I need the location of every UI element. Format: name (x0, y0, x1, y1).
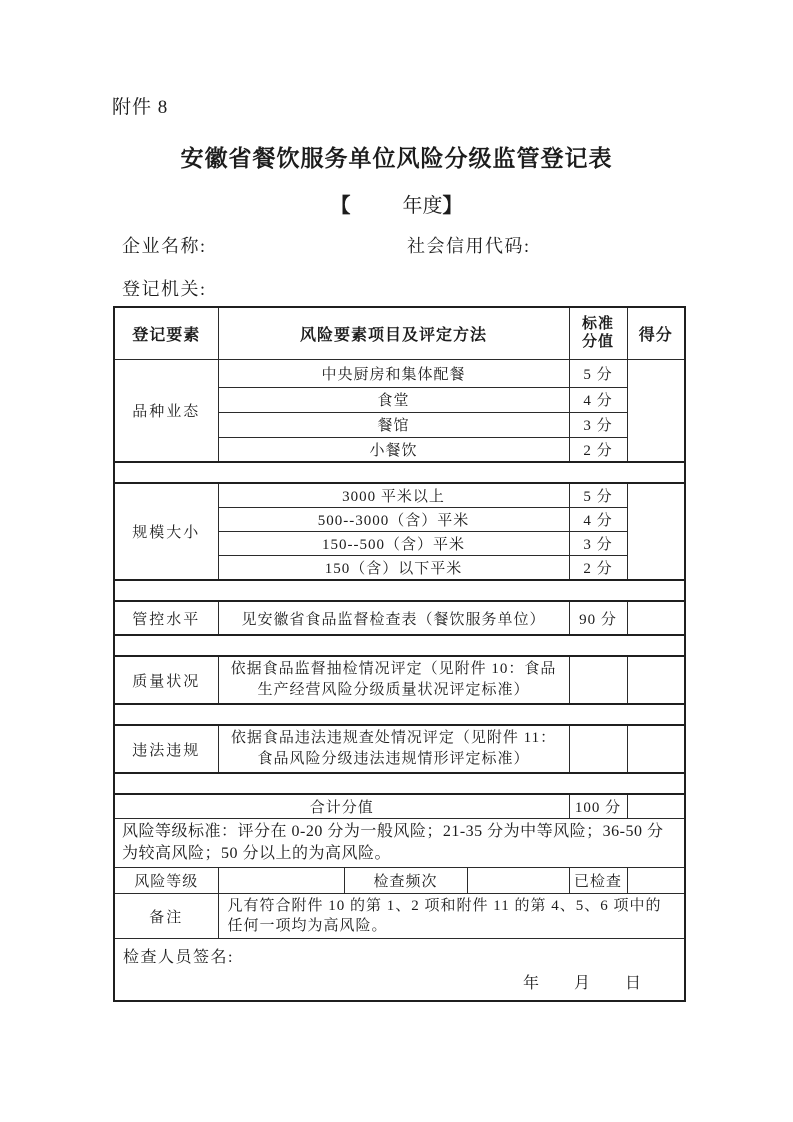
risk-level-value-cell (218, 868, 344, 894)
item-label-cell: 小餐饮 (218, 437, 569, 462)
year-line (0, 189, 793, 218)
item-label-cell: 150（含）以下平米 (218, 556, 569, 581)
item-label-cell: 3000 平米以上 (218, 483, 569, 508)
item-score-cell: 2 分 (569, 556, 627, 581)
item-score-cell: 90 分 (569, 601, 627, 635)
item-score-cell (569, 725, 627, 773)
spacer-cell (114, 580, 685, 601)
item-score-cell: 5 分 (569, 483, 627, 508)
score-column-cell (627, 794, 685, 819)
item-score-cell: 5 分 (569, 359, 627, 387)
header-standard-score (569, 307, 627, 359)
item-label-cell: 150--500（含）平米 (218, 532, 569, 556)
check-frequency-value-cell (467, 868, 569, 894)
risk-level-row (114, 868, 685, 894)
year-bracket-close: 】 (442, 195, 463, 217)
score-column-cell (627, 656, 685, 704)
header-registration-element: 登记要素 (114, 307, 218, 359)
date-line: 年 月 日 (523, 974, 643, 992)
credit-code-label: 社会信用代码: (407, 236, 531, 256)
score-column-cell (627, 725, 685, 773)
table-row (114, 725, 685, 773)
spacer-row (114, 635, 685, 656)
table-row (114, 601, 685, 635)
score-column-cell (627, 359, 685, 462)
total-label-cell: 合计分值 (114, 794, 569, 819)
section-name-cell: 管控水平 (114, 601, 218, 635)
table-row (114, 483, 685, 508)
header-risk-items: 风险要素项目及评定方法 (218, 307, 569, 359)
form-title: 安徽省餐饮服务单位风险分级监管登记表 (180, 145, 613, 171)
section-name-cell: 质量状况 (114, 656, 218, 704)
item-score-cell (569, 656, 627, 704)
checked-value-cell (627, 868, 685, 894)
risk-level-label: 风险等级 (114, 868, 218, 894)
item-score-cell: 3 分 (569, 532, 627, 556)
section-name-cell: 品种业态 (114, 359, 218, 462)
registry-org-label: 登记机关: (122, 279, 207, 299)
item-score-cell: 2 分 (569, 437, 627, 462)
section-name-cell: 违法违规 (114, 725, 218, 773)
company-name-label: 企业名称: (122, 236, 207, 256)
signature-row (114, 939, 685, 1001)
item-label-cell: 500--3000（含）平米 (218, 508, 569, 532)
spacer-cell (114, 773, 685, 794)
year-bracket-open: 【 (330, 195, 351, 217)
item-label-cell: 见安徽省食品监督检查表（餐饮服务单位） (218, 601, 569, 635)
item-score-cell: 4 分 (569, 387, 627, 412)
table-row (114, 656, 685, 704)
item-label-cell: 依据食品监督抽检情况评定（见附件 10：食品生产经营风险分级质量状况评定标准） (218, 656, 569, 704)
spacer-row (114, 704, 685, 725)
spacer-cell (114, 704, 685, 725)
item-score-cell: 4 分 (569, 508, 627, 532)
risk-standard-row (114, 819, 685, 868)
item-score-cell: 3 分 (569, 412, 627, 437)
remark-label: 备注 (114, 894, 218, 939)
score-column-cell (627, 483, 685, 580)
spacer-cell (114, 635, 685, 656)
signature-cell (114, 939, 685, 1001)
risk-standard-text: 风险等级标准：评分在 0-20 分为一般风险；21-35 分为中等风险；36-50 分为较高风险；50 分以上的为高风险。 (114, 819, 685, 868)
table-row (114, 359, 685, 387)
spacer-row (114, 462, 685, 483)
score-column-cell (627, 601, 685, 635)
check-frequency-label: 检查频次 (344, 868, 467, 894)
registration-table (113, 306, 686, 1002)
remark-text: 凡有符合附件 10 的第 1、2 项和附件 11 的第 4、5、6 项中的任何一项均为高风险。 (218, 894, 685, 939)
checked-label: 已检查 (569, 868, 627, 894)
header-standard-line2: 分值 (582, 333, 615, 351)
inspector-signature-label: 检查人员签名: (123, 949, 234, 966)
remark-row (114, 894, 685, 939)
item-label-cell: 中央厨房和集体配餐 (218, 359, 569, 387)
attachment-label: 附件 8 (112, 97, 169, 118)
total-row (114, 794, 685, 819)
section-name-cell: 规模大小 (114, 483, 218, 580)
spacer-cell (114, 462, 685, 483)
spacer-row (114, 773, 685, 794)
item-label-cell: 食堂 (218, 387, 569, 412)
header-standard-line1: 标准 (582, 315, 615, 333)
item-label-cell: 餐馆 (218, 412, 569, 437)
total-score-cell: 100 分 (569, 794, 627, 819)
header-score: 得分 (627, 307, 685, 359)
year-label: 年度 (402, 195, 443, 217)
table-header-row (114, 307, 685, 359)
item-label-cell: 依据食品违法违规查处情况评定（见附件 11：食品风险分级违法违规情形评定标准） (218, 725, 569, 773)
spacer-row (114, 580, 685, 601)
